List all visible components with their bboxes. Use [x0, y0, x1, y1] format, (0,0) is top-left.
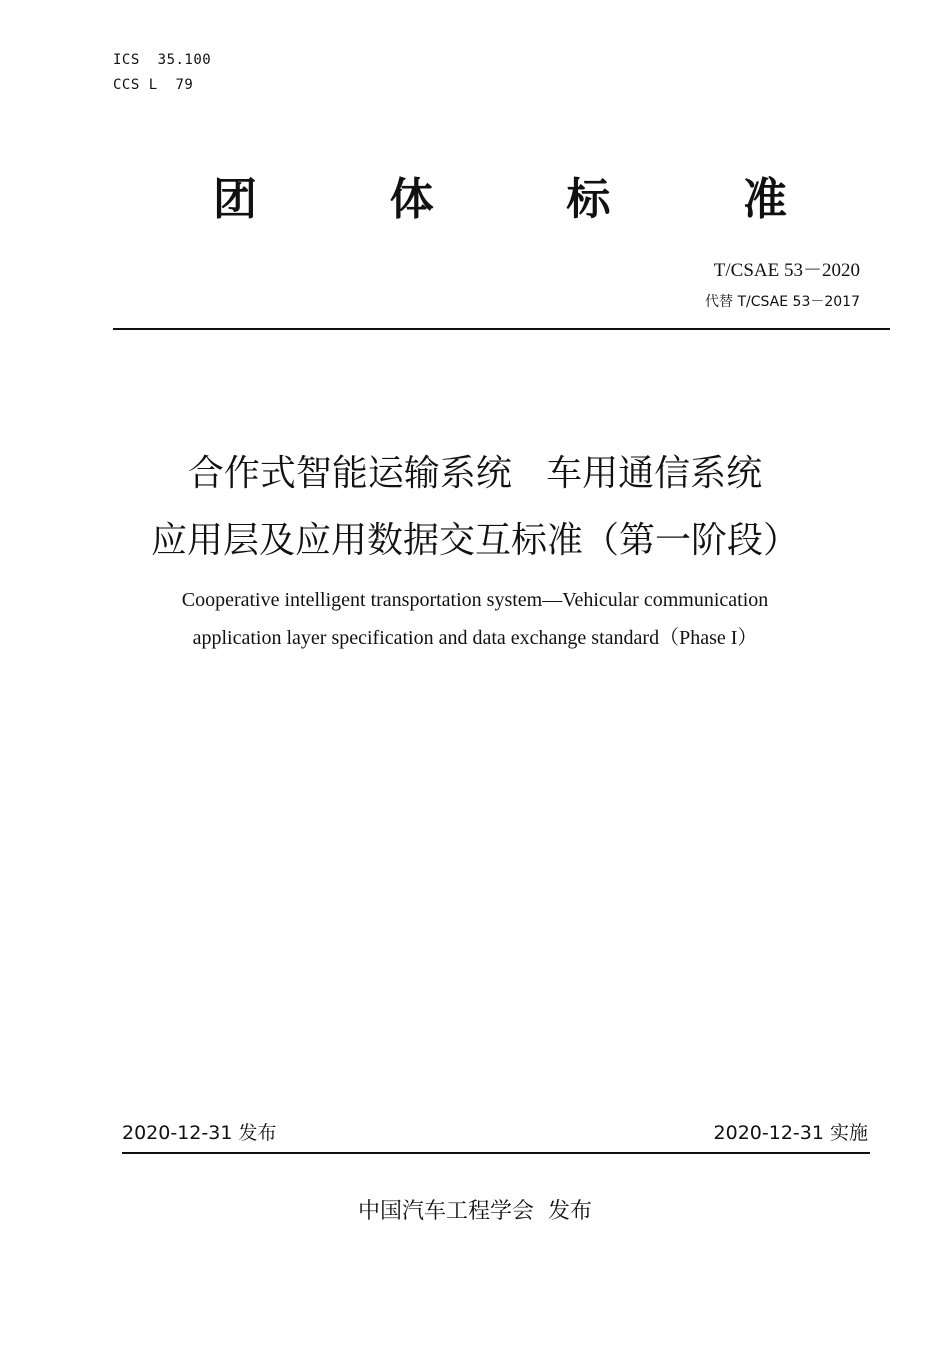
publish-date: 2020-12-31 发布 [122, 1122, 277, 1144]
title-en-line1: Cooperative intelligent transportation system—Vehicular communication [181, 589, 769, 611]
document-type-heading [175, 170, 825, 230]
top-divider [113, 328, 890, 330]
doc-type-char: 准 [742, 174, 787, 225]
bottom-divider [122, 1152, 870, 1154]
doc-type-char: 体 [389, 174, 434, 225]
standard-number: T/CSAE 53－2020 [713, 260, 860, 281]
ccs-code: CCS L 79 [113, 77, 194, 93]
doc-type-char: 团 [213, 174, 257, 225]
ics-code: ICS 35.100 [113, 52, 212, 68]
doc-type-char: 标 [566, 174, 611, 225]
effective-date: 2020-12-31 实施 [713, 1122, 868, 1144]
title-en-line2: application layer specification and data exchange standard（Phase I） [192, 627, 758, 649]
issuing-organization: 中国汽车工程学会 发布 [358, 1199, 592, 1224]
title-cn-line1: 合作式智能运输系统 车用通信系统 [187, 453, 763, 494]
replaces-standard: 代替 T/CSAE 53－2017 [705, 294, 860, 310]
classification-codes [113, 48, 211, 98]
title-cn-line2: 应用层及应用数据交互标准（第一阶段） [150, 520, 799, 561]
